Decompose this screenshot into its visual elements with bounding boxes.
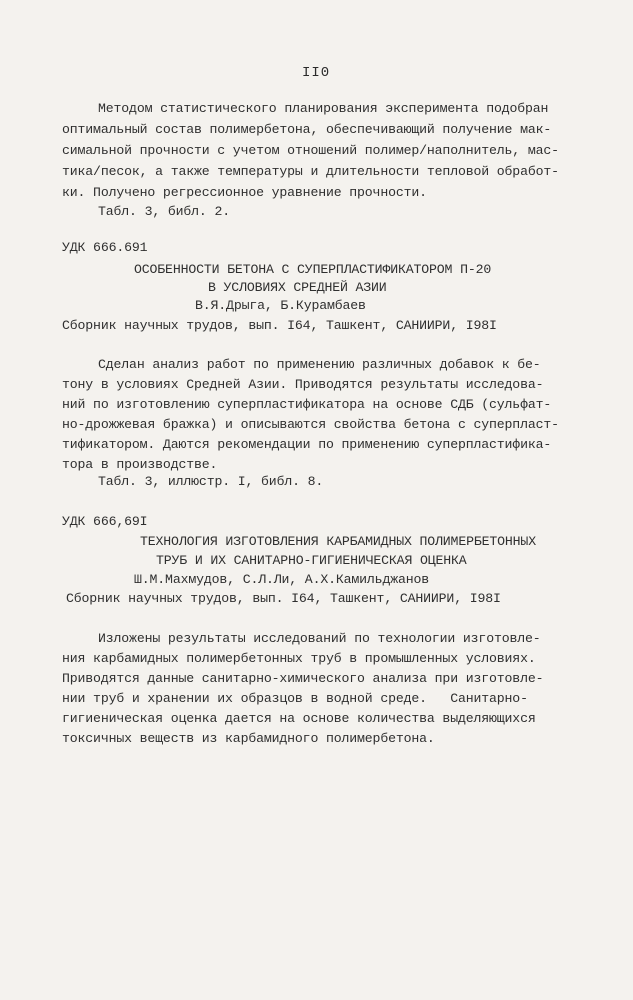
abstract1-line-3: симальной прочности с учетом отношений полимер/наполнитель, мас- xyxy=(62,143,559,158)
article2-source: Сборник научных трудов, вып. I64, Ташкент, САНИИРИ, I98I xyxy=(62,318,497,333)
abstract1-refs: Табл. 3, библ. 2. xyxy=(98,204,230,219)
article3-title-line-1: ТЕХНОЛОГИЯ ИЗГОТОВЛЕНИЯ КАРБАМИДНЫХ ПОЛИМЕРБЕТОННЫХ xyxy=(140,534,536,549)
article2-abstract-line-4: но-дрожжевая бражка) и описываются свойства бетона с суперпласт- xyxy=(62,417,559,432)
abstract1-line-2: оптимальный состав полимербетона, обеспечивающий получение мак- xyxy=(62,122,552,137)
article3-abstract-line-6: токсичных веществ из карбамидного полимербетона. xyxy=(62,731,435,746)
article3-udk: УДК 666,69I xyxy=(62,514,148,529)
article2-abstract-line-1: Сделан анализ работ по применению различных добавок к бе- xyxy=(98,357,541,372)
article2-abstract-line-3: ний по изготовлению суперпластификатора на основе СДБ (сульфат- xyxy=(62,397,552,412)
abstract1-line-5: ки. Получено регрессионное уравнение прочности. xyxy=(62,185,427,200)
article3-title-line-2: ТРУБ И ИХ САНИТАРНО-ГИГИЕНИЧЕСКАЯ ОЦЕНКА xyxy=(156,553,467,568)
article2-title-line-2: В УСЛОВИЯХ СРЕДНЕЙ АЗИИ xyxy=(208,280,387,295)
article3-abstract-line-1: Изложены результаты исследований по технологии изготовле- xyxy=(98,631,541,646)
article2-authors: В.Я.Дрыга, Б.Курамбаев xyxy=(195,298,366,313)
article3-authors: Ш.М.Махмудов, С.Л.Ли, А.Х.Камильджанов xyxy=(134,572,430,587)
article3-abstract-line-2: ния карбамидных полимербетонных труб в промышленных условиях. xyxy=(62,651,536,666)
article3-abstract-line-4: нии труб и хранении их образцов в водной среде. Санитарно- xyxy=(62,691,528,706)
abstract1-line-1: Методом статистического планирования эксперимента подобран xyxy=(98,101,549,116)
article2-abstract-line-2: тону в условиях Средней Азии. Приводятся результаты исследова- xyxy=(62,377,544,392)
article2-refs: Табл. 3, иллюстр. I, библ. 8. xyxy=(98,474,324,489)
page-number: II0 xyxy=(302,65,331,81)
article2-udk: УДК 666.691 xyxy=(62,240,148,255)
abstract1-line-4: тика/песок, а также температуры и длительности тепловой обработ- xyxy=(62,164,559,179)
article2-abstract-line-5: тификатором. Даются рекомендации по применению суперпластифика- xyxy=(62,437,552,452)
article3-abstract-line-3: Приводятся данные санитарно-химического анализа при изготовле- xyxy=(62,671,544,686)
article3-source: Сборник научных трудов, вып. I64, Ташкент, САНИИРИ, I98I xyxy=(66,591,501,606)
article2-title-line-1: ОСОБЕННОСТИ БЕТОНА С СУПЕРПЛАСТИФИКАТОРОМ П-20 xyxy=(134,262,492,277)
article3-abstract-line-5: гигиеническая оценка дается на основе количества выделяющихся xyxy=(62,711,536,726)
article2-abstract-line-6: тора в производстве. xyxy=(62,457,218,472)
